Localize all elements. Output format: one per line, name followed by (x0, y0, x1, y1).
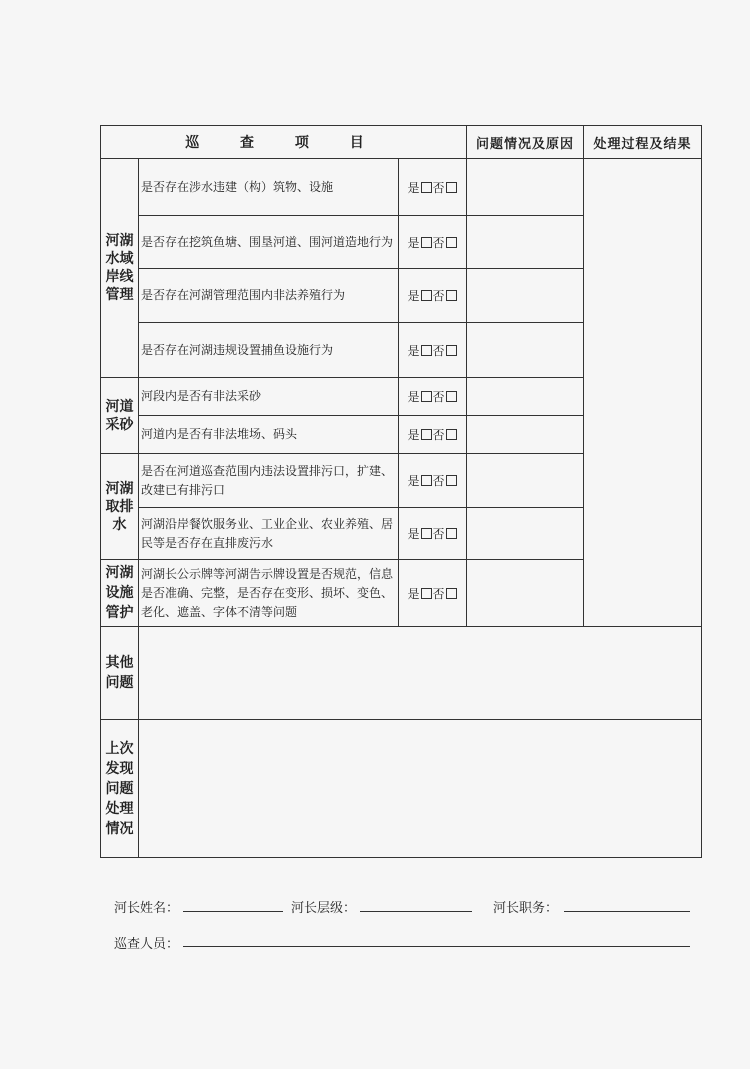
yes-no-check[interactable]: 是 否 (399, 454, 467, 508)
inspector-label: 巡查人员： (114, 937, 180, 952)
other-issues-label: 其他问题 (101, 627, 139, 720)
issue-cell[interactable] (467, 508, 584, 560)
item-illegal-farming: 是否存在河湖管理范围内非法养殖行为 (139, 269, 399, 323)
yes-no-check[interactable]: 是 否 (399, 416, 467, 454)
chief-position-label: 河长职务： (493, 901, 559, 916)
chief-level-field[interactable] (360, 911, 472, 912)
header-inspection-item: 巡 查 项 目 (101, 126, 467, 159)
issue-cell[interactable] (467, 416, 584, 454)
yes-no-check[interactable]: 是 否 (399, 560, 467, 627)
issue-cell[interactable] (467, 378, 584, 416)
inspection-table (100, 125, 702, 858)
category-sand-mining: 河道采砂 (101, 378, 139, 454)
other-issues-field[interactable] (139, 627, 702, 720)
header-issue-cause: 问题情况及原因 (467, 126, 584, 159)
chief-position-field[interactable] (564, 911, 690, 912)
yes-no-check[interactable]: 是 否 (399, 159, 467, 216)
yes-no-check[interactable]: 是 否 (399, 269, 467, 323)
category-water-intake-discharge: 河湖取排水 (101, 454, 139, 560)
category-facility-maintenance: 河湖设施管护 (101, 560, 139, 627)
yes-no-check[interactable]: 是 否 (399, 508, 467, 560)
chief-level-label: 河长层级： (291, 901, 357, 916)
issue-cell[interactable] (467, 323, 584, 378)
chief-name-field[interactable] (183, 911, 283, 912)
issue-cell[interactable] (467, 159, 584, 216)
item-signboards: 河湖长公示牌等河湖告示牌设置是否规范，信息是否准确、完整，是否存在变形、损坏、变色、老化、遮盖、字体不清等问题 (139, 560, 399, 627)
chief-name-label: 河长姓名： (114, 901, 180, 916)
category-shoreline: 河湖水域岸线管理 (101, 159, 139, 378)
inspector-field[interactable] (183, 946, 690, 947)
issue-cell[interactable] (467, 454, 584, 508)
item-illegal-sand: 河段内是否有非法采砂 (139, 378, 399, 416)
issue-cell[interactable] (467, 560, 584, 627)
item-fishing-facilities: 是否存在河湖违规设置捕鱼设施行为 (139, 323, 399, 378)
result-cell[interactable] (584, 159, 702, 627)
header-process-result: 处理过程及结果 (584, 126, 702, 159)
item-illegal-structures: 是否存在涉水违建（构）筑物、设施 (139, 159, 399, 216)
item-direct-discharge: 河湖沿岸餐饮服务业、工业企业、农业养殖、居民等是否存在直排废污水 (139, 508, 399, 560)
last-issue-handling-label: 上次发现问题处理情况 (101, 720, 139, 858)
yes-no-check[interactable]: 是 否 (399, 216, 467, 269)
issue-cell[interactable] (467, 216, 584, 269)
last-issue-handling-field[interactable] (139, 720, 702, 858)
item-sewage-outlets: 是否在河道巡查范围内违法设置排污口，扩建、改建已有排污口 (139, 454, 399, 508)
issue-cell[interactable] (467, 269, 584, 323)
item-illegal-yards: 河道内是否有非法堆场、码头 (139, 416, 399, 454)
yes-no-check[interactable]: 是 否 (399, 378, 467, 416)
item-fish-ponds: 是否存在挖筑鱼塘、围垦河道、围河道造地行为 (139, 216, 399, 269)
yes-no-check[interactable]: 是 否 (399, 323, 467, 378)
